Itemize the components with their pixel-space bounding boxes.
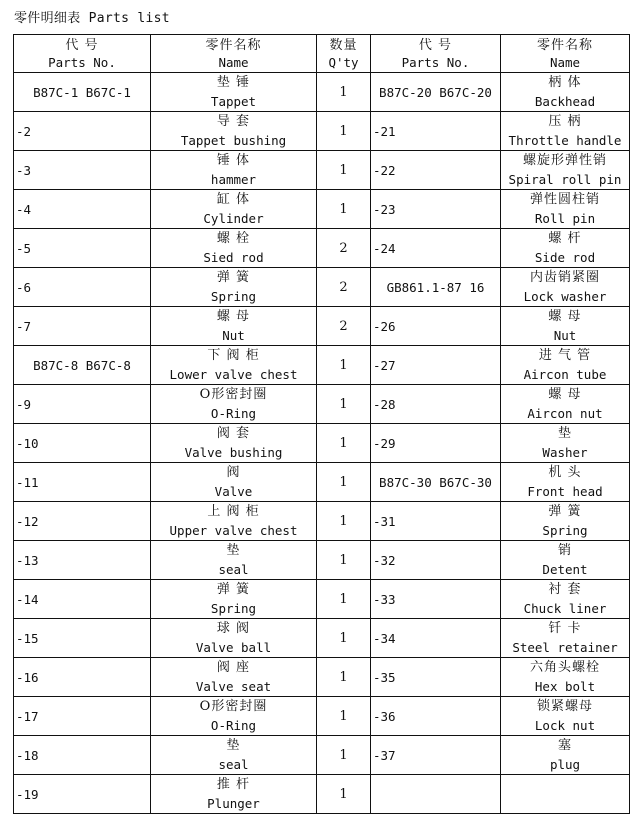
- part-code: -16: [14, 658, 151, 697]
- part-qty: 1: [317, 541, 371, 580]
- table-row: [14, 190, 630, 229]
- part-qty: 1: [317, 190, 371, 229]
- part-name-zh: 垫: [226, 543, 241, 558]
- table-row: [14, 112, 630, 151]
- table-row: [14, 229, 630, 268]
- table-row: [14, 346, 630, 385]
- part-name-zh: O形密封圈: [199, 387, 268, 402]
- header-code-right: 代 号 Parts No.: [371, 35, 501, 73]
- part-code: B87C-1 B67C-1: [14, 73, 151, 112]
- table-row: [14, 385, 630, 424]
- part-name-en: Valve bushing: [184, 445, 283, 460]
- part-name-zh: 进 气 管: [538, 348, 592, 363]
- part-name: [151, 268, 317, 307]
- part-name-en: Roll pin: [534, 211, 596, 226]
- part-name: [151, 151, 317, 190]
- part-name: [151, 73, 317, 112]
- table-row: [14, 541, 630, 580]
- part-code-right: -37: [371, 736, 501, 775]
- part-name: [501, 775, 630, 814]
- part-name-zh: 螺 栓: [216, 231, 251, 246]
- part-code: -2: [14, 112, 151, 151]
- part-name-en: plug: [549, 757, 581, 772]
- part-name-en: Spring: [210, 289, 257, 304]
- table-row: [14, 775, 630, 814]
- part-code: B87C-8 B67C-8: [14, 346, 151, 385]
- part-name-en: O-Ring: [210, 406, 257, 421]
- header-code: 代 号 Parts No.: [14, 35, 151, 73]
- part-name-zh: 锤 体: [216, 153, 251, 168]
- part-code-right: -35: [371, 658, 501, 697]
- part-name-zh: 导 套: [216, 114, 251, 129]
- part-name-en: Lock nut: [534, 718, 596, 733]
- part-name: [151, 463, 317, 502]
- part-name-zh: 下 阀 柜: [207, 348, 260, 363]
- table-row: [14, 736, 630, 775]
- part-name-zh: 锁紧螺母: [536, 699, 593, 714]
- part-name-zh: 柄 体: [548, 75, 582, 90]
- part-qty: 1: [317, 463, 371, 502]
- part-name-zh: 弹 簧: [216, 582, 251, 597]
- part-name-en: Sied rod: [203, 250, 264, 265]
- part-code-right: -36: [371, 697, 501, 736]
- part-code-right: -23: [371, 190, 501, 229]
- part-code-right: -22: [371, 151, 501, 190]
- part-name-en: Upper valve chest: [169, 523, 298, 538]
- part-code: -10: [14, 424, 151, 463]
- part-name-en: Valve: [214, 484, 253, 499]
- part-name-zh: 六角头螺栓: [529, 660, 600, 675]
- part-name-zh: 机 头: [548, 465, 582, 480]
- part-name: [151, 112, 317, 151]
- table-row: [14, 502, 630, 541]
- part-name-zh: 球 阀: [216, 621, 251, 636]
- part-name-en: Nut: [553, 328, 577, 343]
- part-name-zh: 弹 簧: [548, 504, 582, 519]
- part-name-en: Lock washer: [523, 289, 607, 304]
- part-name-zh: 垫: [226, 738, 241, 753]
- part-name: [501, 73, 630, 112]
- part-name-zh: 阀 座: [216, 660, 251, 675]
- header-name: 零件名称 Name: [151, 35, 317, 73]
- part-name-en: Nut: [222, 328, 245, 343]
- part-name: [151, 736, 317, 775]
- part-qty: 1: [317, 346, 371, 385]
- part-code: -15: [14, 619, 151, 658]
- part-qty: 1: [317, 580, 371, 619]
- part-name-zh: 上 阀 柜: [207, 504, 260, 519]
- part-name: [151, 424, 317, 463]
- part-name: [501, 541, 630, 580]
- table-row: [14, 73, 630, 112]
- part-code: -7: [14, 307, 151, 346]
- part-name-zh: 推 杆: [216, 777, 251, 792]
- part-qty: 1: [317, 502, 371, 541]
- part-name-en: Side rod: [534, 250, 596, 265]
- part-name-zh: 弹 簧: [216, 270, 251, 285]
- part-qty: 1: [317, 697, 371, 736]
- table-row: [14, 307, 630, 346]
- part-qty: 2: [317, 307, 371, 346]
- part-name: [151, 502, 317, 541]
- part-name-zh: 缸 体: [216, 192, 251, 207]
- part-name-zh: O形密封圈: [199, 699, 268, 714]
- part-code: -17: [14, 697, 151, 736]
- table-row: [14, 658, 630, 697]
- part-name-en: Washer: [542, 445, 588, 460]
- part-code-right: [371, 775, 501, 814]
- part-code-right: B87C-30 B67C-30: [371, 463, 501, 502]
- part-name-en: Valve ball: [195, 640, 272, 655]
- part-name-zh: 塞: [557, 738, 572, 753]
- part-name-zh: 弹性圆柱销: [529, 192, 600, 207]
- part-name-en: Steel retainer: [512, 640, 618, 655]
- part-qty: 1: [317, 112, 371, 151]
- part-name-zh: 阀: [226, 465, 241, 480]
- part-name-zh: 螺旋形弹性销: [522, 153, 607, 168]
- table-row: [14, 580, 630, 619]
- part-code: -14: [14, 580, 151, 619]
- part-name: [501, 736, 630, 775]
- part-name: [151, 775, 317, 814]
- part-qty: 1: [317, 775, 371, 814]
- part-name: [501, 502, 630, 541]
- parts-table: [13, 34, 630, 814]
- part-name-en: Aircon tube: [523, 367, 607, 382]
- part-name-zh: 螺 母: [548, 387, 582, 402]
- part-name: [151, 619, 317, 658]
- part-code-right: -27: [371, 346, 501, 385]
- part-name-zh: 垫: [557, 426, 572, 441]
- part-name-en: Detent: [542, 562, 588, 577]
- part-name-zh: 销: [557, 543, 572, 558]
- part-name: [151, 541, 317, 580]
- part-name: [501, 346, 630, 385]
- part-name: [151, 580, 317, 619]
- part-code-right: -31: [371, 502, 501, 541]
- part-name-en: Hex bolt: [534, 679, 596, 694]
- part-qty: 1: [317, 736, 371, 775]
- document-title: 零件明细表 Parts list: [14, 11, 170, 26]
- part-name-zh: 阀 套: [216, 426, 251, 441]
- part-name: [501, 424, 630, 463]
- part-name: [501, 697, 630, 736]
- part-name-zh: 钎 卡: [548, 621, 582, 636]
- part-name-en: Tappet bushing: [180, 133, 287, 148]
- header-name-right: 零件名称 Name: [501, 35, 630, 73]
- part-code-right: -24: [371, 229, 501, 268]
- part-name-en: Valve seat: [195, 679, 272, 694]
- part-code-right: B87C-20 B67C-20: [371, 73, 501, 112]
- part-code: -18: [14, 736, 151, 775]
- part-name-en: Cylinder: [203, 211, 264, 226]
- part-name: [501, 112, 630, 151]
- part-name: [501, 151, 630, 190]
- header-qty: 数量 Q'ty: [317, 35, 371, 73]
- part-name: [501, 190, 630, 229]
- part-code: -3: [14, 151, 151, 190]
- part-name-zh: 内齿销紧圈: [529, 270, 600, 285]
- part-qty: 1: [317, 73, 371, 112]
- part-code: -9: [14, 385, 151, 424]
- part-code-right: -28: [371, 385, 501, 424]
- part-name-en: Tappet: [210, 94, 257, 109]
- part-name-en: Plunger: [207, 796, 260, 811]
- part-code-right: -21: [371, 112, 501, 151]
- part-name: [501, 268, 630, 307]
- part-qty: 1: [317, 424, 371, 463]
- part-name-zh: 压 柄: [548, 114, 582, 129]
- part-name: [501, 385, 630, 424]
- part-name: [501, 463, 630, 502]
- part-name: [151, 229, 317, 268]
- part-name-en: Front head: [527, 484, 603, 499]
- part-qty: 1: [317, 619, 371, 658]
- part-name-en: Chuck liner: [523, 601, 607, 616]
- part-qty: 2: [317, 268, 371, 307]
- part-name: [151, 346, 317, 385]
- part-code-right: -32: [371, 541, 501, 580]
- part-name: [151, 190, 317, 229]
- part-code-right: -26: [371, 307, 501, 346]
- part-qty: 1: [317, 151, 371, 190]
- part-qty: 1: [317, 385, 371, 424]
- part-code-right: -33: [371, 580, 501, 619]
- part-name: [501, 307, 630, 346]
- part-name-en: Spring: [542, 523, 588, 538]
- table-row: [14, 151, 630, 190]
- part-code: -6: [14, 268, 151, 307]
- part-code-right: -34: [371, 619, 501, 658]
- table-row: [14, 619, 630, 658]
- part-name-zh: 螺 母: [548, 309, 582, 324]
- part-name-en: Spiral roll pin: [508, 172, 622, 187]
- part-name: [151, 697, 317, 736]
- part-name-en: Aircon nut: [527, 406, 603, 421]
- part-code: -11: [14, 463, 151, 502]
- part-name: [501, 229, 630, 268]
- part-name: [501, 580, 630, 619]
- part-code: -12: [14, 502, 151, 541]
- part-name: [151, 385, 317, 424]
- part-name-en: Throttle handle: [508, 133, 622, 148]
- part-code: -13: [14, 541, 151, 580]
- table-row: [14, 424, 630, 463]
- part-name-zh: 螺 母: [216, 309, 251, 324]
- table-header-row: [14, 35, 630, 73]
- part-qty: 2: [317, 229, 371, 268]
- part-name-zh: 垫 锤: [216, 75, 251, 90]
- part-code: -5: [14, 229, 151, 268]
- part-code-right: GB861.1-87 16: [371, 268, 501, 307]
- part-name-en: seal: [218, 562, 249, 577]
- part-name: [501, 658, 630, 697]
- part-name: [501, 619, 630, 658]
- part-name-en: O-Ring: [210, 718, 257, 733]
- part-code-right: -29: [371, 424, 501, 463]
- table-row: [14, 268, 630, 307]
- part-name-zh: 螺 杆: [548, 231, 582, 246]
- part-code: -4: [14, 190, 151, 229]
- table-row: [14, 463, 630, 502]
- part-name: [151, 658, 317, 697]
- part-name-zh: 衬 套: [548, 582, 582, 597]
- part-name: [151, 307, 317, 346]
- part-name-en: Lower valve chest: [169, 367, 298, 382]
- part-qty: 1: [317, 658, 371, 697]
- part-name-en: hammer: [210, 172, 257, 187]
- part-name-en: Spring: [210, 601, 257, 616]
- part-name-en: Backhead: [534, 94, 596, 109]
- part-name-en: seal: [218, 757, 249, 772]
- part-code: -19: [14, 775, 151, 814]
- table-row: [14, 697, 630, 736]
